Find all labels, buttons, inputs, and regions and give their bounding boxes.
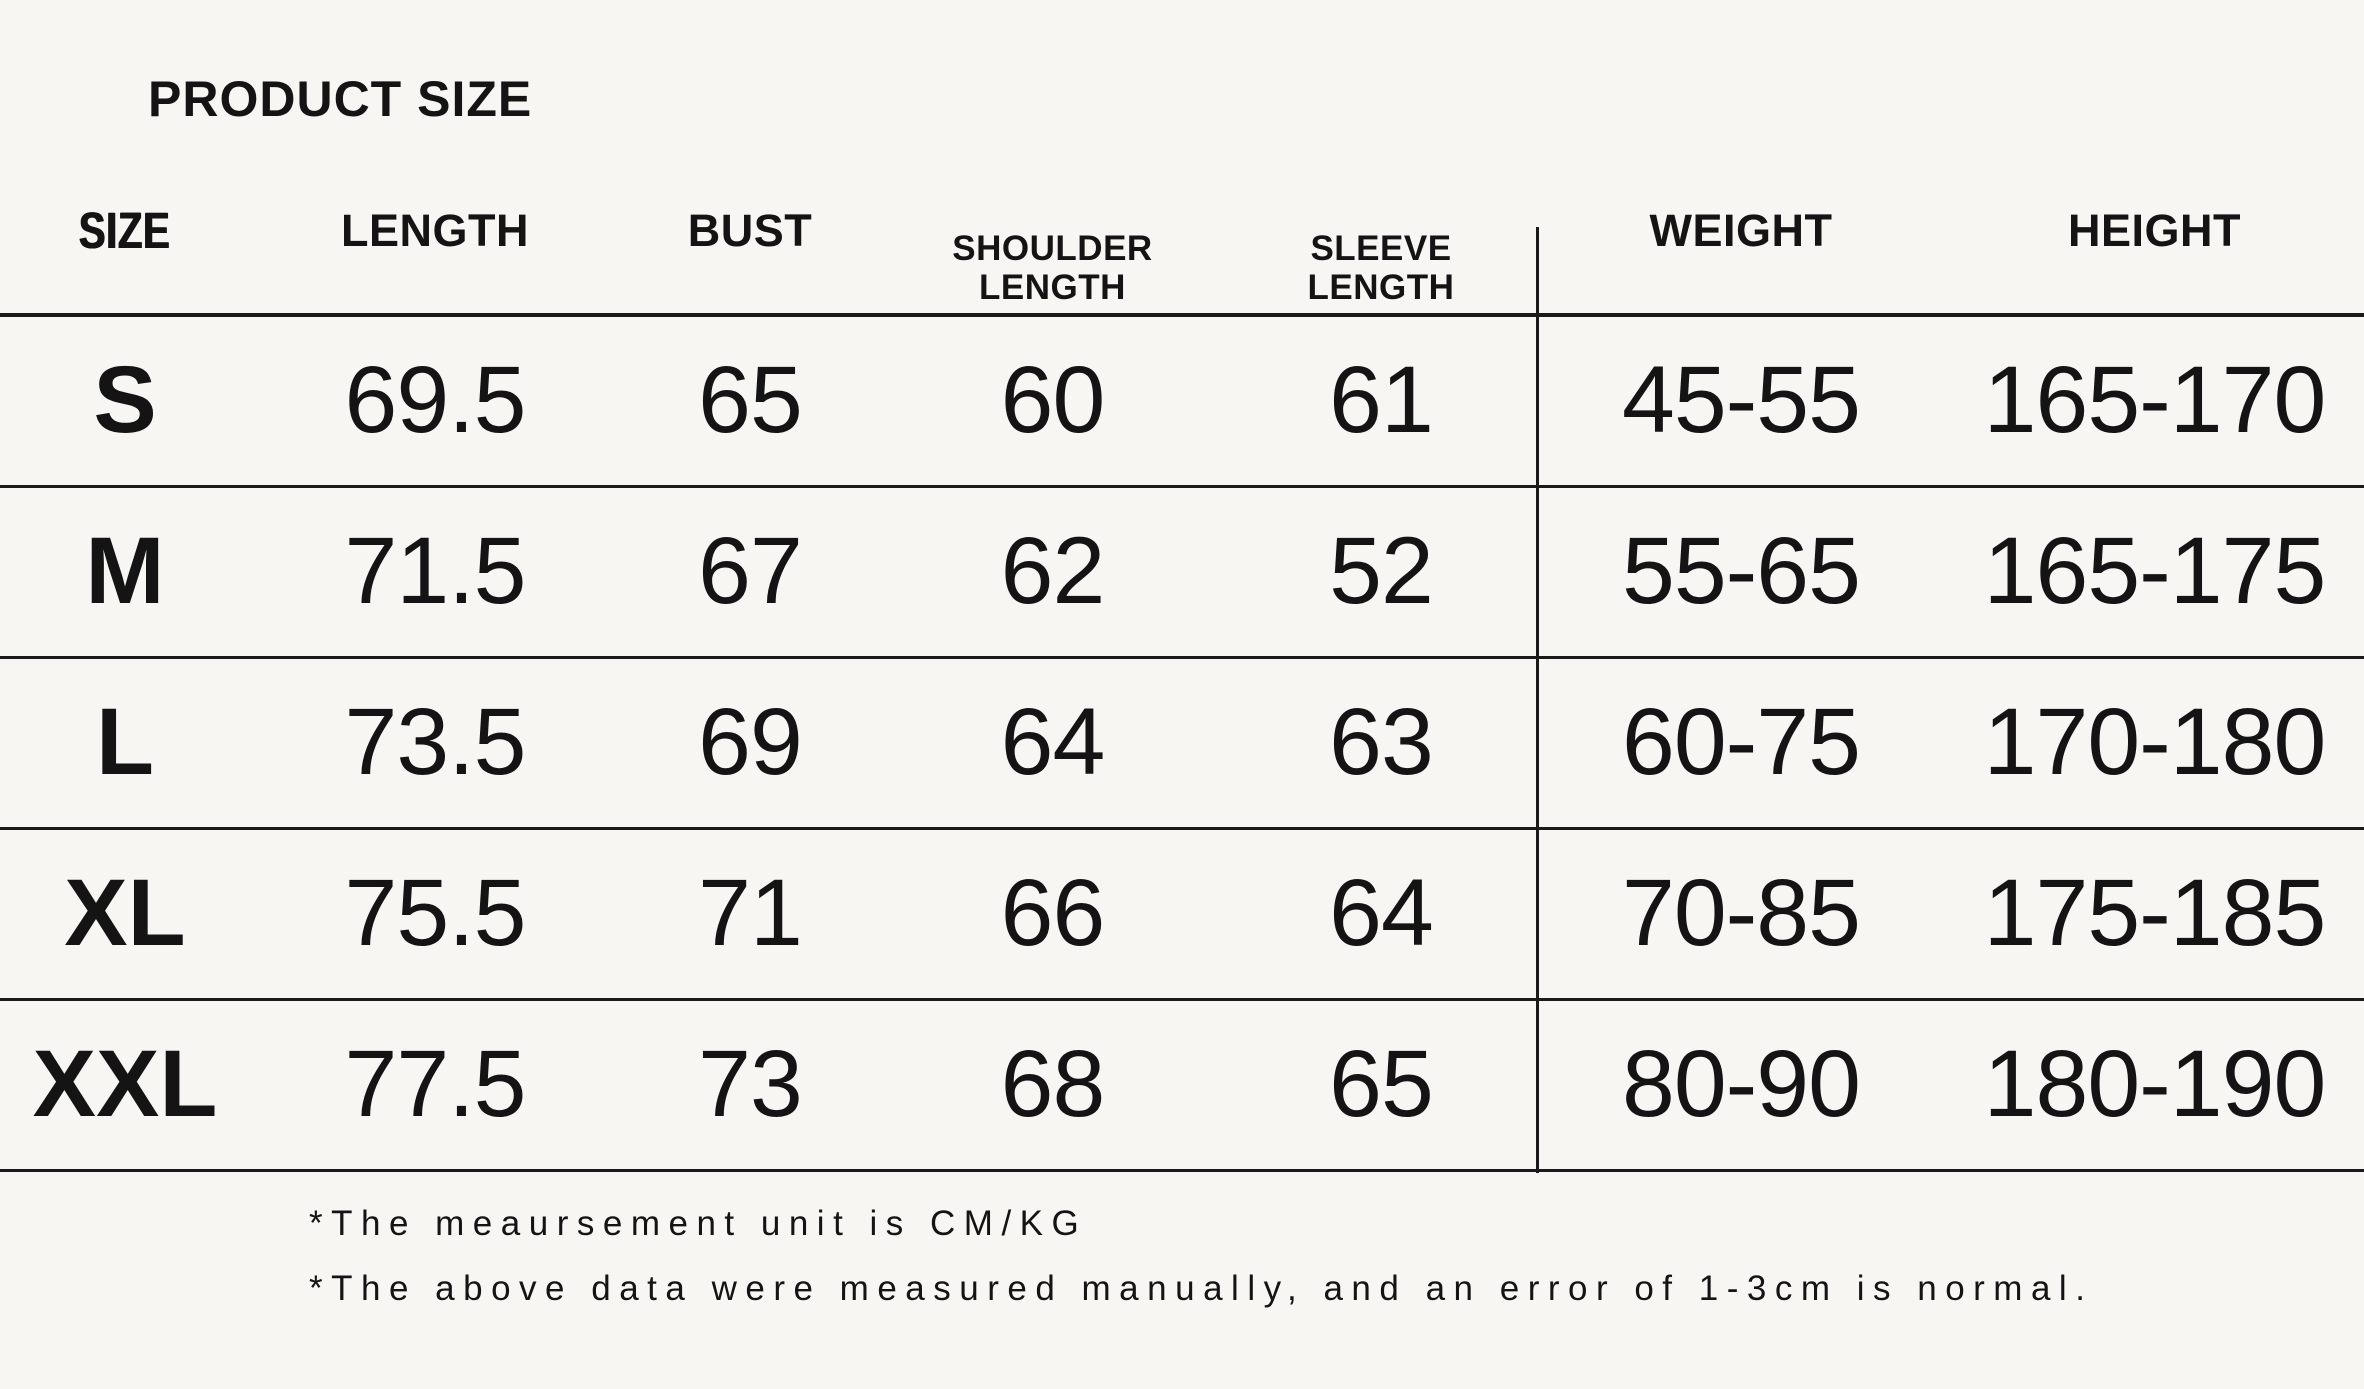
column-header-sleeve-length-line1: SLEEVE (1310, 229, 1452, 268)
cell-l-weight: 60-75 (1537, 657, 1945, 828)
cell-xxl-height: 180-190 (1945, 999, 2364, 1170)
table-row-s (0, 315, 2364, 486)
column-header-sleeve-length (1225, 205, 1537, 315)
cell-m-length: 71.5 (250, 486, 620, 657)
page-title: PRODUCT SIZE (148, 71, 533, 127)
cell-xl-size: XL (0, 828, 250, 999)
column-header-size-label: SIZE (79, 202, 171, 259)
column-header-bust: BUST (620, 205, 880, 315)
column-header-shoulder-length-line2: LENGTH (979, 268, 1126, 308)
product-size-table (0, 202, 2364, 1172)
cell-l-sleeve: 63 (1225, 657, 1537, 828)
cell-s-weight: 45-55 (1537, 315, 1945, 486)
table-row-l (0, 657, 2364, 828)
cell-l-height: 170-180 (1945, 657, 2364, 828)
column-header-weight: WEIGHT (1537, 205, 1945, 315)
note-measurement-unit: *The meaursement unit is CM/KG (309, 1204, 1088, 1243)
cell-xxl-bust: 73 (620, 999, 880, 1170)
cell-xxl-length: 77.5 (250, 999, 620, 1170)
cell-xl-sleeve: 64 (1225, 828, 1537, 999)
cell-xl-weight: 70-85 (1537, 828, 1945, 999)
cell-xl-height: 175-185 (1945, 828, 2364, 999)
note-measurement-error: *The above data were measured manually, and an error of 1-3cm is normal. (309, 1269, 2094, 1308)
cell-xl-length: 75.5 (250, 828, 620, 999)
cell-s-height: 165-170 (1945, 315, 2364, 486)
cell-l-length: 73.5 (250, 657, 620, 828)
footnotes (309, 1202, 2093, 1311)
column-header-size (0, 202, 250, 315)
table-header-row (0, 202, 2364, 315)
cell-s-bust: 65 (620, 315, 880, 486)
cell-s-size: S (0, 315, 250, 486)
column-header-height: HEIGHT (1945, 205, 2364, 315)
cell-m-size: M (0, 486, 250, 657)
cell-xl-bust: 71 (620, 828, 880, 999)
cell-m-height: 165-175 (1945, 486, 2364, 657)
cell-l-bust: 69 (620, 657, 880, 828)
cell-m-weight: 55-65 (1537, 486, 1945, 657)
column-header-shoulder-length (880, 205, 1225, 315)
cell-xxl-sleeve: 65 (1225, 999, 1537, 1170)
cell-xxl-size: XXL (0, 999, 250, 1170)
cell-l-size: L (0, 657, 250, 828)
cell-s-sleeve: 61 (1225, 315, 1537, 486)
cell-m-sleeve: 52 (1225, 486, 1537, 657)
cell-s-shoulder: 60 (880, 315, 1225, 486)
table-row-m (0, 486, 2364, 657)
column-header-sleeve-length-line2: LENGTH (1307, 268, 1455, 308)
column-header-shoulder-length-line1: SHOULDER (952, 229, 1153, 268)
cell-s-length: 69.5 (250, 315, 620, 486)
cell-l-shoulder: 64 (880, 657, 1225, 828)
column-header-length: LENGTH (250, 205, 620, 315)
cell-xxl-weight: 80-90 (1537, 999, 1945, 1170)
cell-m-shoulder: 62 (880, 486, 1225, 657)
table-row-xxl (0, 999, 2364, 1170)
cell-xxl-shoulder: 68 (880, 999, 1225, 1170)
cell-m-bust: 67 (620, 486, 880, 657)
table-row-xl (0, 828, 2364, 999)
column-group-divider (1536, 227, 1539, 1173)
cell-xl-shoulder: 66 (880, 828, 1225, 999)
